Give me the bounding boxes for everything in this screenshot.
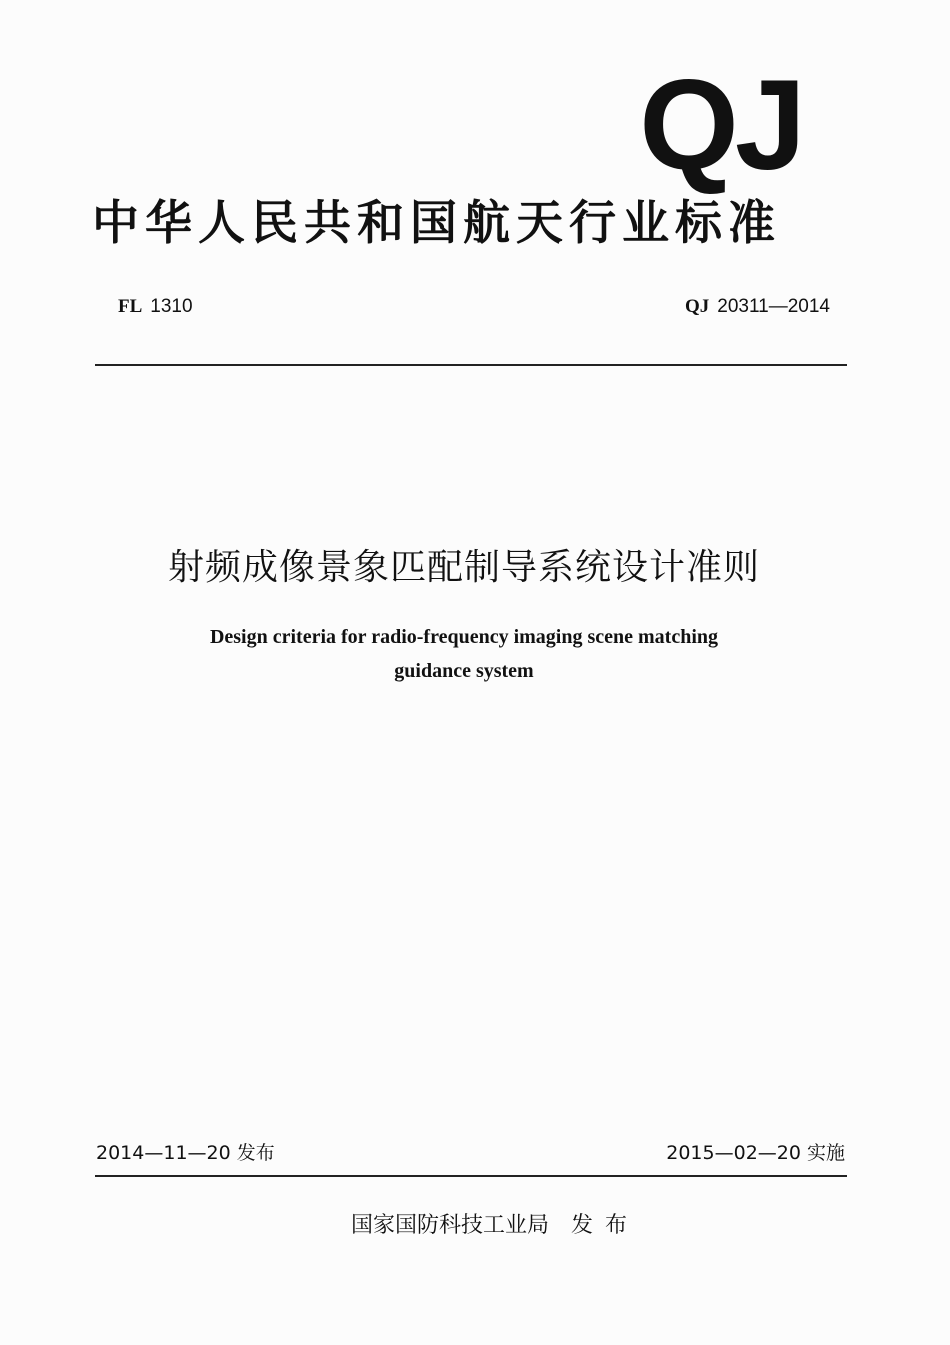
document-title-chinese: 射频成像景象匹配制导系统设计准则 — [167, 547, 760, 588]
bottom-divider — [95, 1175, 847, 1177]
publisher-name: 国家国防科技工业局 — [350, 1213, 549, 1238]
publisher-line — [0, 1208, 950, 1239]
classification-number: 1310 — [150, 296, 193, 317]
issue-date: 2014—11—20 发布 — [96, 1142, 275, 1164]
classification-label: FL — [118, 296, 143, 317]
english-title-line-1: Design criteria for radio-frequency imaging scene matching — [209, 626, 719, 648]
top-divider — [95, 364, 847, 366]
classification-code — [118, 296, 193, 318]
standard-number — [685, 296, 830, 318]
standard-number-label: QJ — [685, 296, 710, 317]
qj-logo: QJ — [639, 54, 802, 197]
english-title-line-2: guidance system — [394, 660, 534, 682]
document-title-english — [0, 620, 928, 688]
standard-number-code: 20311—2014 — [717, 296, 830, 317]
implementation-date: 2015—02—20 实施 — [666, 1142, 845, 1164]
publisher-action: 发布 — [571, 1213, 640, 1238]
standard-type-heading: 中华人民共和国航天行业标准 — [92, 196, 781, 251]
